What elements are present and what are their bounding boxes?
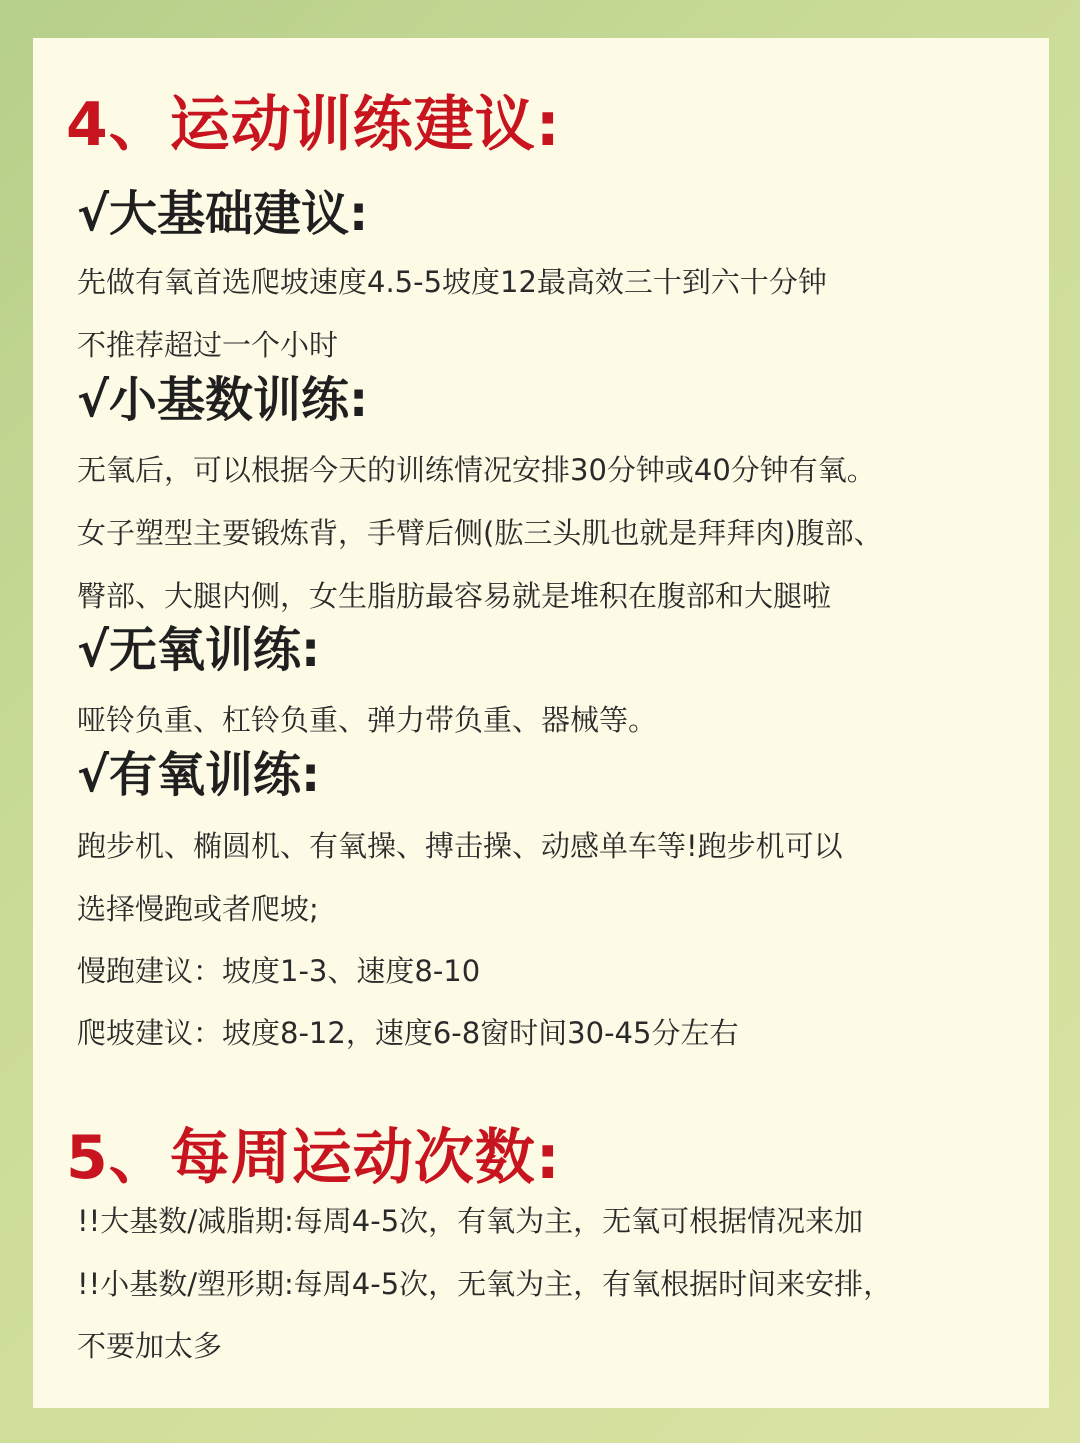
text-line: 臀部、大腿内侧，女生脂肪最容易就是堆积在腹部和大腿啦 xyxy=(77,579,832,613)
text-line: 慢跑建议：坡度1-3、速度8-10 xyxy=(77,954,481,988)
text-line: !!小基数/塑形期:每周4-5次，无氧为主，有氧根据时间来安排， xyxy=(77,1267,893,1301)
subheading-big-base: √大基础建议: xyxy=(77,186,369,242)
text-line: 选择慢跑或者爬坡; xyxy=(77,892,319,926)
text-line: 先做有氧首选爬坡速度4.5-5坡度12最高效三十到六十分钟 xyxy=(77,265,827,299)
subheading-aerobic: √有氧训练: xyxy=(77,747,321,803)
text-line: 不要加太多 xyxy=(77,1329,223,1363)
text-line: 无氧后，可以根据今天的训练情况安排30分钟或40分钟有氧。 xyxy=(77,453,876,487)
text-line: 女子塑型主要锻炼背，手臂后侧(肱三头肌也就是拜拜肉)腹部、 xyxy=(77,516,883,550)
content-card xyxy=(33,38,1049,1408)
section-title-weekly-frequency: 5、每周运动次数: xyxy=(66,1123,561,1193)
text-line: !!大基数/减脂期:每周4-5次，有氧为主，无氧可根据情况来加 xyxy=(77,1204,864,1238)
subheading-small-base: √小基数训练: xyxy=(77,372,369,428)
subheading-anaerobic: √无氧训练: xyxy=(77,622,321,678)
text-line: 不推荐超过一个小时 xyxy=(77,328,339,362)
text-line: 哑铃负重、杠铃负重、弹力带负重、器械等。 xyxy=(77,703,658,737)
text-line: 跑步机、椭圆机、有氧操、搏击操、动感单车等!跑步机可以 xyxy=(77,829,843,863)
section-title-training-advice: 4、运动训练建议: xyxy=(66,90,561,160)
text-line: 爬坡建议：坡度8-12，速度6-8窗时间30-45分左右 xyxy=(77,1016,739,1050)
